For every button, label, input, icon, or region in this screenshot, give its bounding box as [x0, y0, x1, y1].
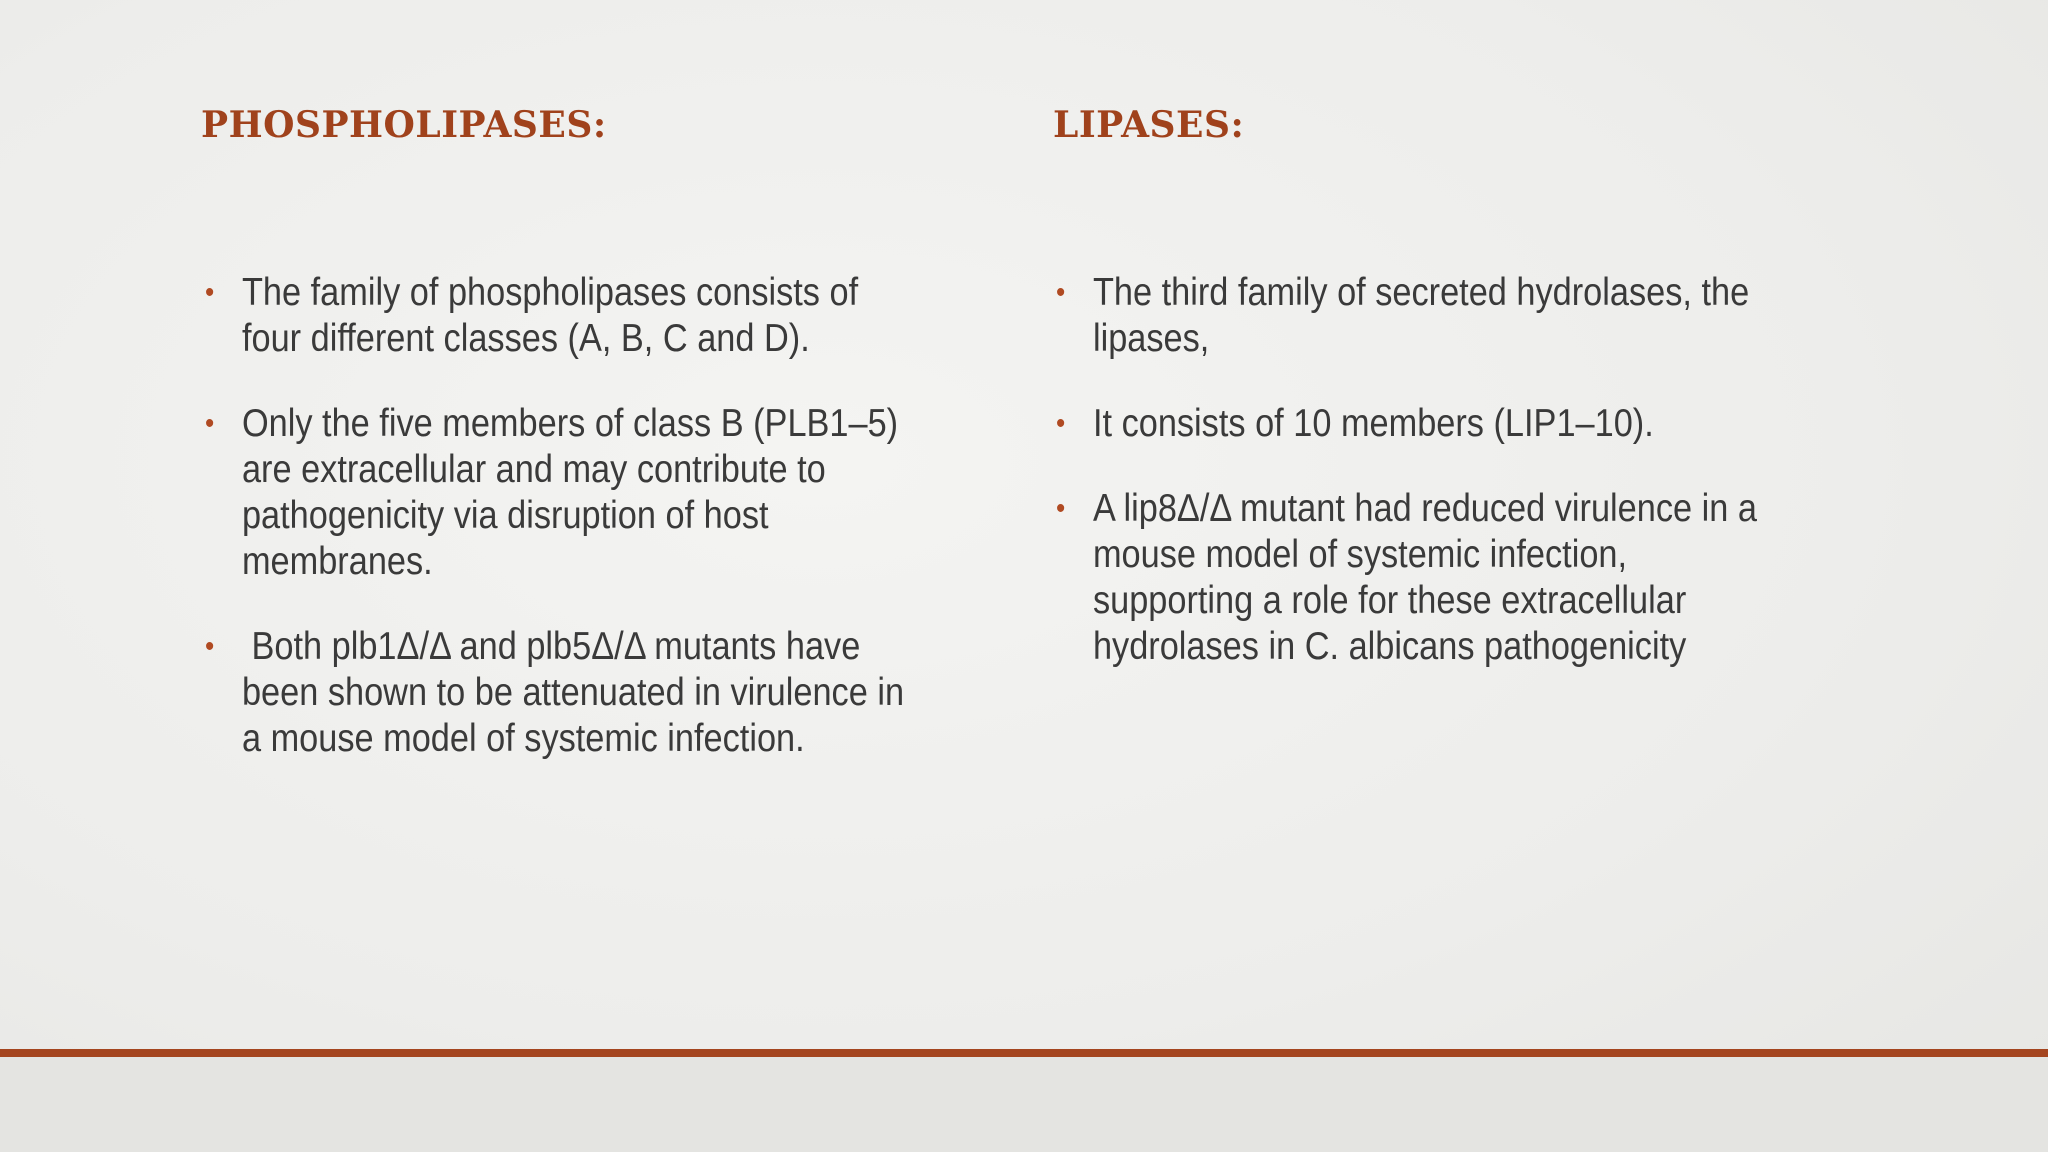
bullet-icon: •	[205, 276, 215, 309]
bullet-icon: •	[205, 630, 215, 663]
bullet-text: The family of phospholipases consists of four different classes (A, B, C and D).	[241, 271, 859, 360]
bullet-item	[1056, 401, 1760, 447]
bullet-text: A lip8Δ/Δ mutant had reduced virulence in a mouse model of systemic infection, supporting a role for these extracellular hydrolases in C. albicans pathogenicity	[1092, 487, 1757, 668]
bullet-icon: •	[1056, 407, 1066, 440]
bullet-item	[205, 401, 909, 585]
bullet-text: Both plb1Δ/Δ and plb5Δ/Δ mutants have been shown to be attenuated in virulence in a mouse model of systemic infection.	[241, 625, 914, 760]
bullet-item	[205, 270, 909, 362]
bullet-text: It consists of 10 members (LIP1–10).	[1092, 402, 1654, 445]
bullet-text: The third family of secreted hydrolases, the lipases,	[1092, 271, 1750, 360]
bullet-item	[1056, 486, 1760, 670]
bullet-icon: •	[1056, 492, 1066, 525]
lipases-bullet-list	[1056, 270, 1760, 709]
phospholipases-heading: PHOSPHOLIPASES:	[201, 104, 607, 146]
bullet-item	[1056, 270, 1760, 362]
bullet-icon: •	[205, 407, 215, 440]
bullet-text: Only the five members of class B (PLB1–5) are extracellular and may contribute to pathogenicity via disruption of host membranes.	[241, 402, 899, 583]
lipases-heading: LIPASES:	[1053, 104, 1245, 146]
bullet-icon: •	[1056, 276, 1066, 309]
footer-band	[0, 1057, 2048, 1152]
footer-divider	[0, 1049, 2048, 1057]
bullet-item	[205, 624, 914, 762]
phospholipases-bullet-list	[205, 270, 914, 801]
